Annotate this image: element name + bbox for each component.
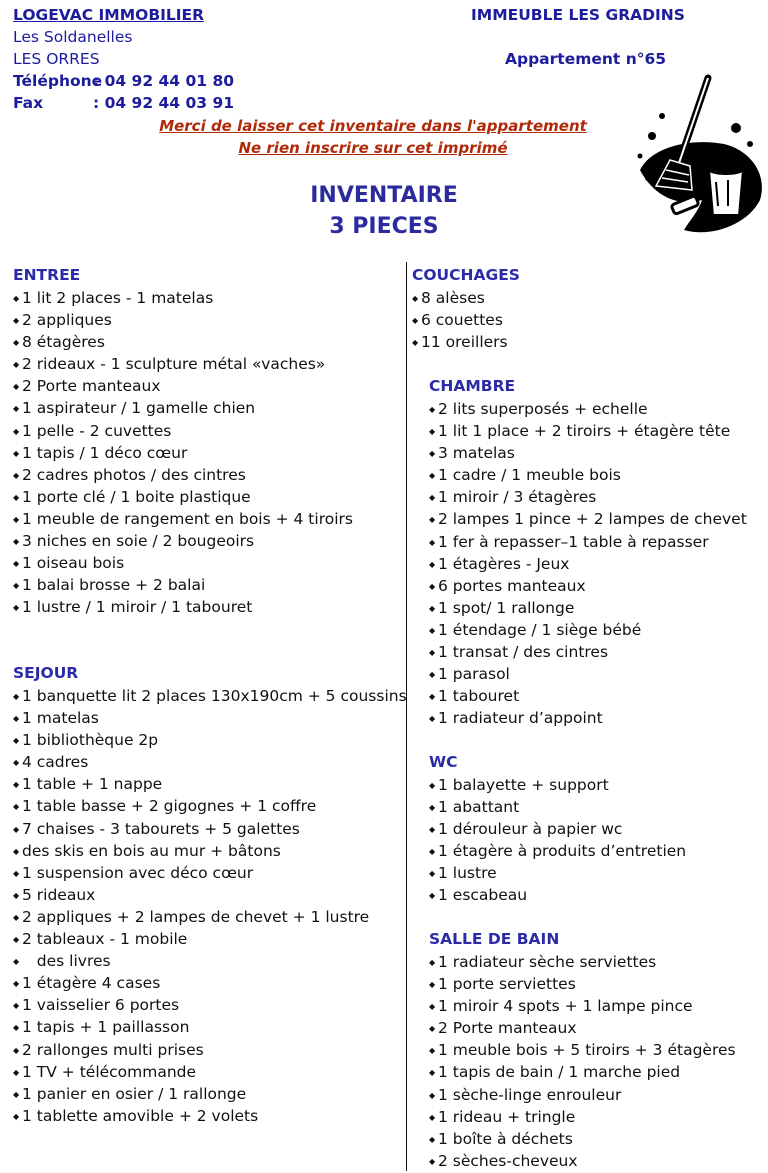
list-item: ◆ 2 rideaux - 1 sculpture métal «vaches» — [13, 353, 353, 375]
section-heading-salle-de-bain: SALLE DE BAIN — [429, 930, 560, 948]
list-item: ◆ 2 appliques — [13, 309, 353, 331]
list-item: ◆ 3 matelas — [429, 442, 747, 464]
sejour-list — [13, 685, 407, 1127]
list-item: ◆ 3 niches en soie / 2 bougeoirs — [13, 530, 353, 552]
list-item: ◆ 1 tapis / 1 déco cœur — [13, 442, 353, 464]
list-item: ◆ 1 miroir 4 spots + 1 lampe pince — [429, 995, 736, 1017]
list-item: ◆ 7 chaises - 3 tabourets + 5 galettes — [13, 818, 407, 840]
list-item: ◆ 2 rallonges multi prises — [13, 1039, 407, 1061]
list-item: ◆ 1 porte serviettes — [429, 973, 736, 995]
list-item: ◆ 1 étagère 4 cases — [13, 972, 407, 994]
list-item: ◆ 8 alèses — [412, 287, 508, 309]
notice-do-not-write: Ne rien inscrire sur cet imprimé — [238, 139, 508, 157]
list-item: ◆ 1 étagères - Jeux — [429, 553, 747, 575]
list-item: ◆ 1 matelas — [13, 707, 407, 729]
page-subtitle: 3 PIECES — [329, 214, 439, 239]
building-name: IMMEUBLE LES GRADINS — [471, 6, 685, 24]
list-item: ◆ 1 tabouret — [429, 685, 747, 707]
list-item: ◆ 1 étagère à produits d’entretien — [429, 840, 686, 862]
list-item: ◆ 1 table + 1 nappe — [13, 773, 407, 795]
list-item: ◆ 1 radiateur sèche serviettes — [429, 951, 736, 973]
broom-bucket-icon — [632, 74, 768, 240]
apartment-number: Appartement n°65 — [505, 50, 667, 68]
couchages-list — [412, 287, 508, 353]
list-item: ◆ 1 aspirateur / 1 gamelle chien — [13, 397, 353, 419]
section-heading-chambre: CHAMBRE — [429, 377, 516, 395]
list-item: ◆ 1 meuble bois + 5 tiroirs + 3 étagères — [429, 1039, 736, 1061]
list-item: ◆ 2 sèches-cheveux — [429, 1150, 736, 1172]
list-item: ◆ 1 tapis de bain / 1 marche pied — [429, 1061, 736, 1083]
list-item: ◆ 1 fer à repasser–1 table à repasser — [429, 531, 747, 553]
list-item: ◆ 6 couettes — [412, 309, 508, 331]
list-item: ◆ 1 rideau + tringle — [429, 1106, 736, 1128]
list-item: ◆ 2 appliques + 2 lampes de chevet + 1 lustre — [13, 906, 407, 928]
list-item: ◆ 1 pelle - 2 cuvettes — [13, 420, 353, 442]
town-name: LES ORRES — [13, 50, 100, 68]
list-item: ◆ 1 vaisselier 6 portes — [13, 994, 407, 1016]
list-item: ◆ 2 cadres photos / des cintres — [13, 464, 353, 486]
list-item: ◆ 1 porte clé / 1 boite plastique — [13, 486, 353, 508]
list-item: ◆ des skis en bois au mur + bâtons — [13, 840, 407, 862]
list-item: ◆ 5 rideaux — [13, 884, 407, 906]
page-title: INVENTAIRE — [310, 183, 458, 208]
fax-value: : 04 92 44 03 91 — [93, 94, 235, 112]
list-item: ◆ 2 tableaux - 1 mobile — [13, 928, 407, 950]
list-item: ◆ 1 radiateur d’appoint — [429, 707, 747, 729]
wc-list — [429, 774, 686, 907]
salle-de-bain-list — [429, 951, 736, 1172]
list-item: ◆ 1 TV + télécommande — [13, 1061, 407, 1083]
list-item: ◆ 1 sèche-linge enrouleur — [429, 1084, 736, 1106]
list-item: ◆ 1 lustre — [429, 862, 686, 884]
list-item: ◆ 1 spot/ 1 rallonge — [429, 597, 747, 619]
list-item: ◆ 1 étendage / 1 siège bébé — [429, 619, 747, 641]
list-item: ◆ 1 balayette + support — [429, 774, 686, 796]
list-item: ◆ 1 banquette lit 2 places 130x190cm + 5 coussins — [13, 685, 407, 707]
phone-label: Téléphone — [13, 72, 103, 90]
phone-value: : 04 92 44 01 80 — [93, 72, 235, 90]
list-item: ◆ 1 abattant — [429, 796, 686, 818]
list-item: ◆ 4 cadres — [13, 751, 407, 773]
list-item: ◆ 1 miroir / 3 étagères — [429, 486, 747, 508]
list-item: ◆ 1 lustre / 1 miroir / 1 tabouret — [13, 596, 353, 618]
list-item: ◆ 1 oiseau bois — [13, 552, 353, 574]
list-item: ◆ 2 lampes 1 pince + 2 lampes de chevet — [429, 508, 747, 530]
list-item: ◆ 1 transat / des cintres — [429, 641, 747, 663]
list-item: ◆ 1 parasol — [429, 663, 747, 685]
residence-name: Les Soldanelles — [13, 28, 133, 46]
list-item: ◆ 1 tablette amovible + 2 volets — [13, 1105, 407, 1127]
chambre-list — [429, 398, 747, 729]
list-item: ◆ 1 escabeau — [429, 884, 686, 906]
list-item: ◆ 8 étagères — [13, 331, 353, 353]
list-item: ◆ 6 portes manteaux — [429, 575, 747, 597]
list-item: ◆ 1 bibliothèque 2p — [13, 729, 407, 751]
entree-list — [13, 287, 353, 618]
list-item: ◆ 1 suspension avec déco cœur — [13, 862, 407, 884]
company-name: LOGEVAC IMMOBILIER — [13, 6, 205, 24]
list-item: ◆ 1 balai brosse + 2 balai — [13, 574, 353, 596]
list-item: ◆ des livres — [13, 950, 407, 972]
list-item: ◆ 1 tapis + 1 paillasson — [13, 1016, 407, 1038]
fax-label: Fax — [13, 94, 44, 112]
list-item: ◆ 1 lit 2 places - 1 matelas — [13, 287, 353, 309]
notice-leave-inventory: Merci de laisser cet inventaire dans l'appartement — [159, 117, 587, 135]
section-heading-sejour: SEJOUR — [13, 664, 79, 682]
list-item: ◆ 1 lit 1 place + 2 tiroirs + étagère tête — [429, 420, 747, 442]
list-item: ◆ 2 Porte manteaux — [429, 1017, 736, 1039]
list-item: ◆ 1 meuble de rangement en bois + 4 tiroirs — [13, 508, 353, 530]
list-item: ◆ 1 table basse + 2 gigognes + 1 coffre — [13, 795, 407, 817]
section-heading-wc: WC — [429, 753, 458, 771]
list-item: ◆ 2 lits superposés + echelle — [429, 398, 747, 420]
list-item: ◆ 11 oreillers — [412, 331, 508, 353]
list-item: ◆ 1 panier en osier / 1 rallonge — [13, 1083, 407, 1105]
list-item: ◆ 2 Porte manteaux — [13, 375, 353, 397]
list-item: ◆ 1 cadre / 1 meuble bois — [429, 464, 747, 486]
list-item: ◆ 1 dérouleur à papier wc — [429, 818, 686, 840]
section-heading-entree: ENTREE — [13, 266, 81, 284]
section-heading-couchages: COUCHAGES — [412, 266, 520, 284]
list-item: ◆ 1 boîte à déchets — [429, 1128, 736, 1150]
